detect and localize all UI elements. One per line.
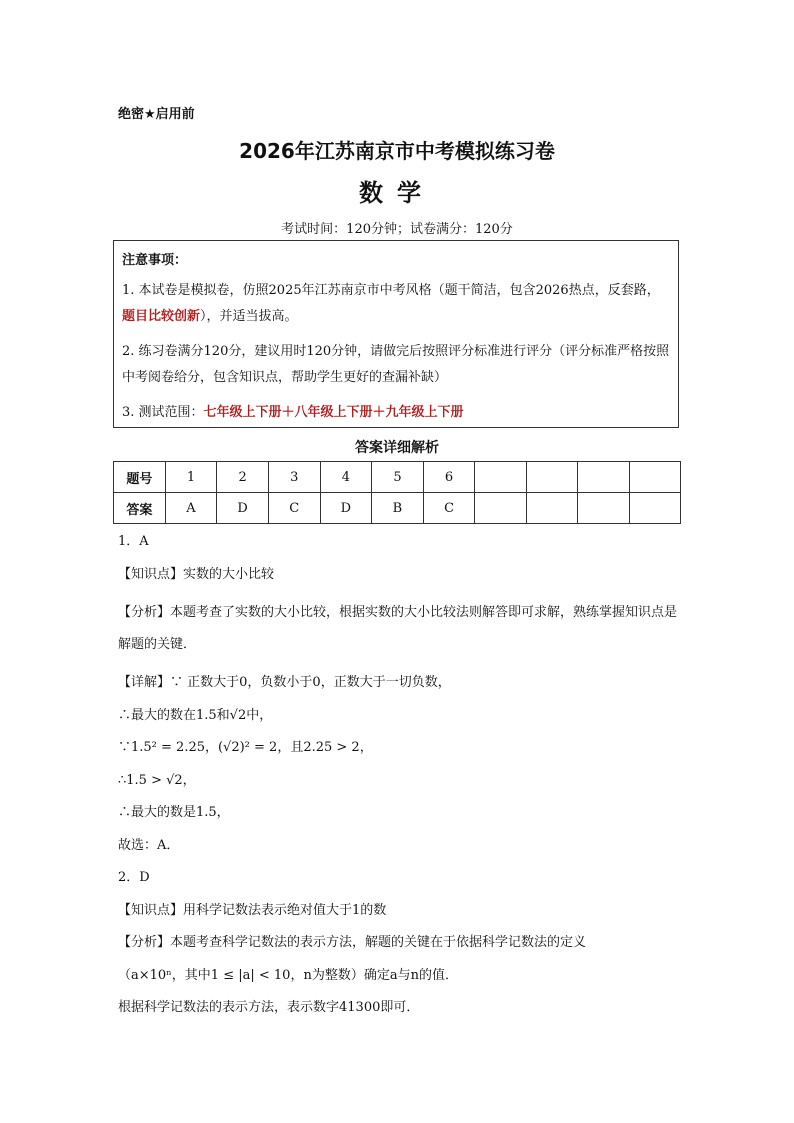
notice-item-1-text: 1. 本试卷是模拟卷，仿照2025年江苏南京市中考风格（题干简洁，包含2026热点，反套路， [122, 283, 660, 298]
answer-cell: 1 [165, 462, 217, 493]
q1-analysis-text: 本题考查了实数的大小比较，根据实数的大小比较法则解答即可求解，熟练掌握知识点是解题的关键． [118, 605, 678, 652]
q1-analysis [118, 597, 683, 661]
answer-table-row-numbers [114, 462, 681, 493]
solutions [118, 532, 683, 1031]
q2-last: 根据科学记数法的表示方法，表示数字41300即可． [118, 1000, 420, 1015]
answer-cell: D [217, 493, 269, 524]
answer-cell [629, 462, 680, 493]
notice-item-1 [122, 278, 670, 330]
q1-step-1: ∴最大的数在1.5和√2中， [118, 707, 273, 723]
answer-cell: D [320, 493, 372, 524]
q1-head: 1．A [118, 534, 149, 549]
answer-table [113, 461, 681, 524]
answer-cell [578, 462, 629, 493]
answer-cell [629, 493, 680, 524]
q2-knowledge [118, 901, 683, 934]
row-label-question: 题号 [114, 462, 166, 493]
answer-cell [475, 462, 526, 493]
answers-title: 答案详细解析 [355, 440, 439, 456]
q1-knowledge [118, 565, 683, 598]
q1-choose: 故选：A． [118, 837, 180, 853]
answer-cell: C [268, 493, 320, 524]
notice-item-1-suffix: ），并适当拔高。 [200, 309, 298, 324]
secret-label: 绝密★启用前 [118, 107, 195, 122]
q1-step-2: ∵1.5² = 2.25，(√2)² = 2，且2.25 > 2， [118, 740, 373, 755]
answer-cell [475, 493, 526, 524]
notice-item-2: 2. 练习卷满分120分，建议用时120分钟，请做完后按照评分标准进行评分（评分标准严格按照中考阅卷给分，包含知识点，帮助学生更好的查漏补缺） [122, 344, 670, 385]
answer-cell [526, 462, 577, 493]
row-label-answer: 答案 [114, 493, 166, 524]
q1-knowledge-text: 实数的大小比较 [183, 566, 275, 582]
answer-cell [526, 493, 577, 524]
q1-step-3: ∴1.5 > √2， [118, 772, 196, 788]
notice-item-3-text: 3. 测试范围： [122, 405, 204, 420]
q1-detail [118, 673, 683, 706]
q1-step-4: ∴最大的数是1.5， [118, 805, 230, 820]
q2-head: 2．D [118, 870, 150, 885]
notice-item-1-highlight: 题目比较创新 [122, 309, 201, 324]
q2-analysis [118, 933, 683, 966]
q2-analysis-tag: 【分析】 [118, 935, 171, 950]
answer-cell: A [165, 493, 217, 524]
answer-cell: 2 [217, 462, 269, 493]
q1-detail-tag: 【详解】 [118, 675, 171, 690]
exam-meta: 考试时间：120分钟；试卷满分：120分 [281, 222, 513, 237]
notice-item-3-highlight: 七年级上下册＋八年级上下册＋九年级上下册 [203, 405, 464, 420]
answer-table-row-letters [114, 493, 681, 524]
q1-knowledge-tag: 【知识点】 [118, 566, 184, 582]
answer-cell [578, 493, 629, 524]
notice-item-3 [122, 400, 670, 426]
answer-cell: 6 [423, 462, 475, 493]
answer-cell: C [423, 493, 475, 524]
subject-title: 数学 [359, 179, 435, 207]
q2-analysis-text: 本题考查科学记数法的表示方法，解题的关键在于依据科学记数法的定义 [170, 935, 587, 950]
q2-formula: （a×10ⁿ，其中1 ≤ |a| < 10，n为整数）确定a与n的值． [118, 967, 458, 983]
q2-knowledge-text: 用科学记数法表示绝对值大于1的数 [183, 902, 387, 918]
q1-analysis-tag: 【分析】 [118, 605, 171, 620]
exam-title: 2026年江苏南京市中考模拟练习卷 [239, 139, 555, 163]
q2-knowledge-tag: 【知识点】 [118, 902, 184, 918]
notice-box [113, 240, 679, 428]
answer-cell: 4 [320, 462, 372, 493]
answer-cell: 3 [268, 462, 320, 493]
answer-cell: B [372, 493, 424, 524]
answer-cell: 5 [372, 462, 424, 493]
notice-heading: 注意事项： [122, 253, 188, 268]
q1-detail-text: ∵ 正数大于0，负数小于0，正数大于一切负数， [170, 675, 451, 690]
